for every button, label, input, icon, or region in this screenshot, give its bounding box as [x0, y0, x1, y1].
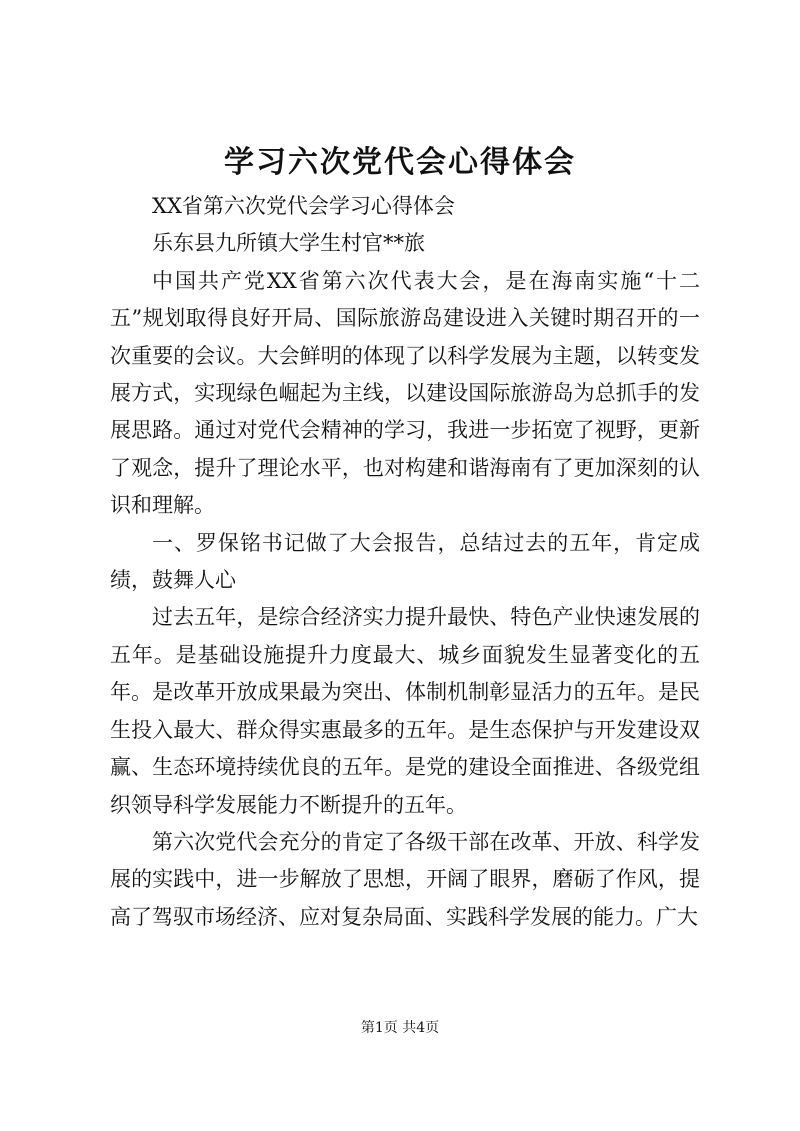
- document-title: 学习六次党代会心得体会: [224, 145, 576, 180]
- body-paragraph: 第六次党代会充分的肯定了各级干部在改革、开放、科学发展的实践中，进一步解放了思想，开阔了眼界，磨砺了作风，提高了驾驭市场经济、应对复杂局面、实践科学发展的能力。广大: [110, 829, 700, 929]
- section-heading: 一、罗保铭书记做了大会报告，总结过去的五年，肯定成绩，鼓舞人心: [110, 530, 700, 593]
- author-paragraph: 乐东县九所镇大学生村官**旅: [152, 231, 425, 256]
- body-paragraph: 中国共产党XX省第六次代表大会，是在海南实施“十二五”规划取得良好开局、国际旅游岛建设进入关键时期召开的一次重要的会议。大会鲜明的体现了以科学发展为主题，以转变发展方式，实现绿色崛起为主线，以建设国际旅游岛为总抓手的发展思路。通过对党代会精神的学习，我进一步拓宽了视野，更新了观念，提升了理论水平，也对构建和谐海南有了更加深刻的认识和理解。: [110, 268, 700, 518]
- body-paragraph: 过去五年，是综合经济实力提升最快、特色产业快速发展的五年。是基础设施提升力度最大、城乡面貌发生显著变化的五年。是改革开放成果最为突出、体制机制彰显活力的五年。是民生投入最大、群众得实惠最多的五年。是生态保护与开发建设双赢、生态环境持续优良的五年。是党的建设全面推进、各级党组织领导科学发展能力不断提升的五年。: [110, 605, 700, 817]
- document-body: [110, 188, 700, 936]
- page-footer: 第1页 共4页: [360, 1020, 440, 1036]
- subtitle-paragraph: XX省第六次党代会学习心得体会: [152, 194, 455, 218]
